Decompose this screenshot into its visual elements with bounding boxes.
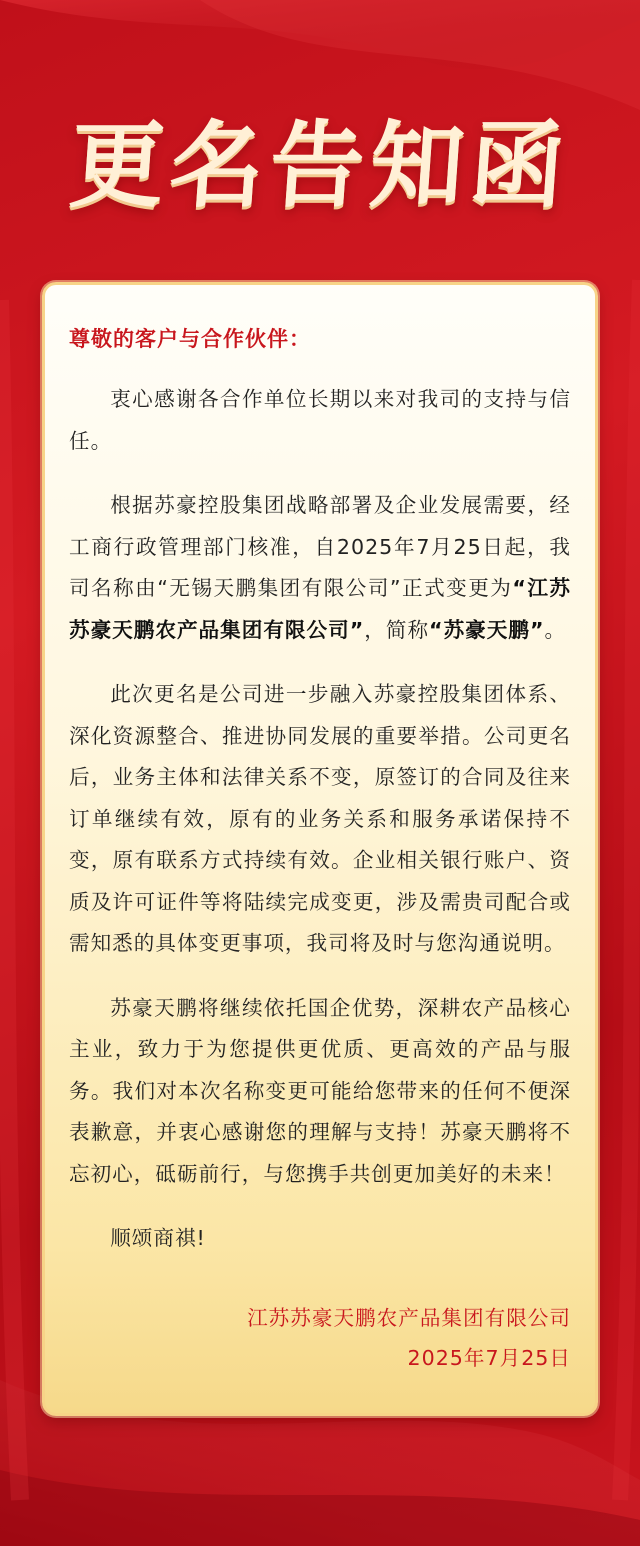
signature-company: 江苏苏豪天鹏农产品集团有限公司 [247,1306,571,1330]
paragraph-name-change [69,485,571,651]
letter-card [42,282,598,1416]
paragraph-thanks: 衷心感谢各合作单位长期以来对我司的支持与信任。 [69,387,571,453]
short-name-prefix: ，简称 [364,617,430,642]
letter-body [69,319,571,1378]
sentence-end: 。 [544,617,567,642]
short-company-name: “苏豪天鹏” [429,617,545,642]
paragraph-details: 此次更名是公司进一步融入苏豪控股集团体系、深化资源整合、推进协同发展的重要举措。公司更名后，业务主体和法律关系不变，原签订的合同及往来订单继续有效，原有的业务关系和服务承诺保持不变，原有联系方式持续有效。企业相关银行账户、资质及许可证件等将陆续完成变更，涉及需贵司配合或需知悉的具体变更事项，我司将及时与您沟通说明。 [69,682,571,955]
paragraph-commitment: 苏豪天鹏将继续依托国企优势，深耕农产品核心主业，致力于为您提供更优质、更高效的产品与服务。我们对本次名称变更可能给您带来的任何不便深表歉意，并衷心感谢您的理解与支持！苏豪天鹏将不忘初心，砥砺前行，与您携手共创更加美好的未来！ [69,995,571,1186]
paragraph-name-change-text: 根据苏豪控股集团战略部署及企业发展需要，经工商行政管理部门核准，自2025年7月25日起，我司名称由“无锡天鹏集团有限公司”正式变更为 [69,493,571,600]
salutation: 尊敬的客户与合作伙伴： [69,327,311,351]
closing-greeting: 顺颂商祺! [110,1226,206,1250]
new-company-name: “江苏苏豪天鹏农产品集团有限公司” [69,576,571,642]
page-title: 更名告知函 [66,112,574,221]
signature-date: 2025年7月25日 [407,1346,571,1370]
